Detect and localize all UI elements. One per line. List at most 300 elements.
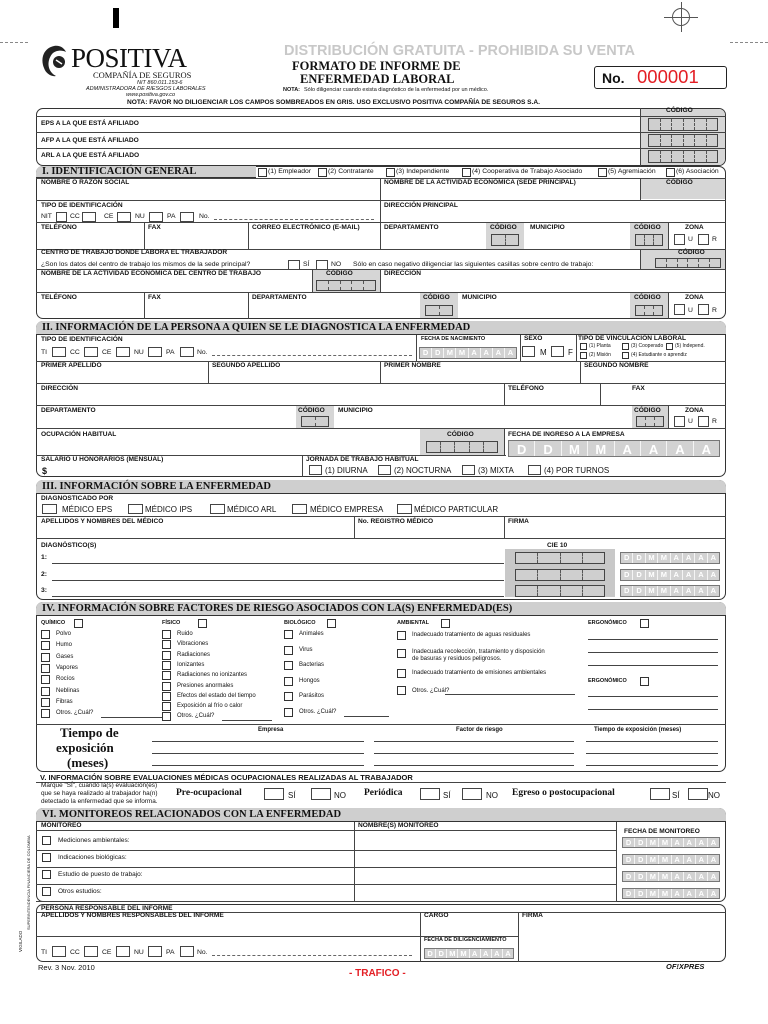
id-nu-checkbox[interactable] [149,212,163,222]
ergonomic-checkbox-2[interactable] [640,677,649,686]
monitor-date-char: A [707,855,719,864]
s2-dept-code-field[interactable] [301,416,329,427]
s1-line-f [36,292,726,293]
diag-row-1-date[interactable] [620,552,720,564]
physical-item-4-checkbox[interactable] [162,671,171,680]
affil-line-2 [36,132,726,133]
occupation-code-field[interactable] [426,441,498,453]
monitor-item-3-checkbox[interactable] [42,887,51,896]
biological-item-3-label: Hongos [299,677,320,684]
monitor-item-0-checkbox[interactable] [42,836,51,845]
monitor-item-2-date[interactable] [622,871,720,882]
environmental-checkbox[interactable] [441,619,450,628]
diag-row-1-cie[interactable] [515,552,605,564]
hire-date-d1: D [516,442,527,457]
s2-zone-rural-checkbox[interactable] [698,416,709,427]
section-1-panel [36,166,726,319]
link-mision-label: (2) Misión [589,352,611,358]
env-other-label: Otros. ¿Cuál? [412,688,450,694]
biological-item-1-checkbox[interactable] [284,646,293,655]
physical-item-1-label: Vibraciones [177,641,209,648]
shift-mixed-checkbox[interactable] [462,465,475,475]
zone-rural-checkbox[interactable] [698,234,709,245]
link-cooperado-label: (3) Cooperado [631,343,664,349]
resp-pa-checkbox[interactable] [180,946,194,957]
chemical-checkbox[interactable] [74,619,83,628]
chemical-item-7-checkbox[interactable] [41,709,50,718]
department-label: DEPARTAMENTO [384,224,439,231]
doctor-company-checkbox[interactable] [292,504,307,514]
section-5-title: V. INFORMACIÓN SOBRE EVALUACIONES MÉDICAS OCUPACIONALES REALIZADAS AL TRABAJADOR [40,773,413,782]
ergo-line-4 [588,696,718,697]
monitor-date-char: A [695,838,707,847]
exp-line-3b [374,765,574,766]
d3-m1: M [645,586,657,596]
link-planta-checkbox[interactable] [580,343,587,350]
chemical-item-2-label: Gases [56,653,74,660]
s4-line-a [36,724,726,725]
fd-m1: M [446,949,457,958]
env-water-checkbox[interactable] [397,631,406,640]
phone-label: TELÉFONO [41,224,77,231]
center-activity-label: NOMBRE DE LA ACTIVIDAD ECONÓMICA DEL CENTRO DE TRABAJO [41,270,262,277]
s2-zone-urban-label: U [688,418,693,425]
type-independent-checkbox[interactable] [386,168,395,177]
resp-ti-checkbox[interactable] [52,946,66,957]
diagnosed-by-label: DIAGNOSTICADO POR [41,495,114,502]
type-contractor-label: (2) Contratante [328,168,374,175]
env-emissions-checkbox[interactable] [397,669,406,678]
diag-row-3-line [52,596,504,597]
sex-label: SEXO [524,335,543,342]
monitor-date-char: D [634,889,646,898]
s2-muni-label: MUNICIPIO [338,407,373,414]
monitor-date-char: A [683,855,695,864]
s1-v7 [380,269,381,292]
pre-no-checkbox[interactable] [311,788,331,800]
doctor-private-checkbox[interactable] [397,504,412,514]
doctor-eps-checkbox[interactable] [42,504,57,514]
type-cooperative-label: (4) Cooperativa de Trabajo Asociado [472,168,583,175]
same-center-question: ¿Son los datos del centro de trabajo los mismos de la sede principal? [41,261,251,268]
hire-date-m2: M [587,441,613,456]
doctor-private-label: MÉDICO PARTICULAR [414,505,499,514]
municipality-label: MUNICIPIO [530,224,565,231]
s5-instructions-1: Marque "SÍ", cuando la(s) evaluación(es) [41,782,158,789]
s2-dept-label: DEPARTAMENTO [41,407,96,414]
monitor-item-0-line [36,850,616,851]
d1-m2: M [657,553,669,563]
small-note: Sólo diligenciar cuando exista diagnóstico de la enfermedad por un médico. [304,87,489,93]
resp-nu-checkbox[interactable] [148,946,162,957]
exp-line-1c [586,741,718,742]
monitor-item-1-checkbox[interactable] [42,853,51,862]
diag-row-3-date[interactable] [620,585,720,597]
center-fax-label: FAX [148,294,161,301]
type-agremiacion-checkbox[interactable] [598,168,607,177]
sex-f-checkbox[interactable] [551,346,564,357]
d2-d2: D [632,570,644,580]
monitor-item-1-date[interactable] [622,854,720,865]
physical-item-2-label: Radiaciones [177,651,211,658]
s2-zone-urban-checkbox[interactable] [674,416,685,427]
s2-ce-checkbox[interactable] [116,347,130,357]
resp-id-number-field[interactable] [212,955,412,956]
type-agremiacion-label: (5) Agremiación [608,168,656,175]
shift-day-label: (1) DIURNA [325,466,368,475]
zone-label: ZONA [685,224,704,231]
doctor-eps-label: MÉDICO EPS [62,505,113,514]
chemical-item-5-checkbox[interactable] [41,687,50,696]
shift-night-checkbox[interactable] [378,465,391,475]
d3-a1: A [670,586,682,596]
shift-mixed-label: (3) MIXTA [478,466,514,475]
biological-item-5-checkbox[interactable] [284,708,293,717]
c-dept-code-field[interactable] [425,305,453,316]
crop-line-right [730,42,768,43]
link-student-label: (4) Estudiante o aprendiz [631,352,687,358]
ergo-line-1 [588,639,718,640]
chemical-item-1-checkbox[interactable] [41,641,50,650]
id-number-field[interactable] [214,219,374,220]
chemical-item-1-label: Humo [56,642,73,649]
type-asociacion-checkbox[interactable] [666,168,675,177]
s2-line-d [36,428,726,429]
doctor-name-label: APELLIDOS Y NOMBRES DEL MÉDICO [41,518,164,525]
id-type-label: TIPO DE IDENTIFICACIÓN [41,202,123,209]
diag-row-2-line [52,580,504,581]
resp-cc-checkbox[interactable] [84,946,98,957]
c-zone-rural-label: R [712,307,717,314]
fill-date-label: FECHA DE DILIGENCIAMIENTO [424,937,507,943]
s1-line-b [36,200,726,201]
physical-item-0-checkbox[interactable] [162,630,171,639]
ergonomic-label-2: ERGONÓMICO [588,678,627,684]
monitor-date-char: A [707,838,719,847]
birth-date-d2: D [431,348,443,358]
physical-item-6-checkbox[interactable] [162,692,171,701]
s2-muni-code-label: CÓDIGO [634,407,661,414]
s2-id-number-field[interactable] [212,355,412,356]
doctor-ips-checkbox[interactable] [128,504,143,514]
exp-line-1b [374,741,574,742]
d2-m1: M [645,570,657,580]
monitor-date-char: M [646,838,658,847]
doctor-company-label: MÉDICO EMPRESA [310,505,384,514]
exp-line-3a [152,765,364,766]
d3-d2: D [632,586,644,596]
type-cooperative-checkbox[interactable] [462,168,471,177]
s1-v2 [248,222,249,249]
env-waste-checkbox[interactable] [397,649,406,658]
d1-d2: D [632,553,644,563]
link-student-checkbox[interactable] [622,352,629,359]
monitor-date-char: M [646,855,658,864]
resp-ti-label: TI [41,949,48,956]
biological-other-line [344,716,389,717]
type-employer-checkbox[interactable] [258,168,267,177]
s2-pa-checkbox[interactable] [180,347,194,357]
type-asociacion-label: (6) Asociación [676,168,719,175]
doctor-arl-label: MÉDICO ARL [227,505,277,514]
biological-item-2-label: Bacterias [299,662,325,668]
monitor-date-char: D [625,889,632,898]
fd-a2: A [480,949,491,958]
monitor-item-0-date[interactable] [622,837,720,848]
physical-item-8-checkbox[interactable] [162,712,171,721]
egress-yes-label: SÍ [672,791,680,800]
physical-label: FÍSICO [162,620,181,626]
monitor-date-char: A [683,838,695,847]
d2-a3: A [694,570,706,580]
s2-muni-code-field[interactable] [636,416,664,427]
birth-date-field[interactable] [419,347,517,359]
id-ce-checkbox[interactable] [117,212,131,222]
egress-no-label: NO [708,791,720,800]
s2-pa-label: PA [166,349,175,356]
resp-v1 [420,912,421,962]
egress-yes-checkbox[interactable] [650,788,670,800]
center-muni-label: MUNICIPIO [462,294,497,301]
biological-item-0-checkbox[interactable] [284,630,293,639]
hire-date-d2: D [534,441,560,456]
egress-no-checkbox[interactable] [688,788,708,800]
free-distribution-banner: DISTRIBUCIÓN GRATUITA - PROHIBIDA SU VENTA [284,43,635,59]
positiva-logo-icon [38,44,70,78]
physical-item-8-label: Otros. ¿Cuál? [177,713,215,720]
env-emissions-label: Inadecuado tratamiento de emisiones ambientales [412,670,547,676]
fd-d1: D [427,949,433,958]
c-zone-rural-checkbox[interactable] [698,304,709,315]
s2-line-c [36,405,726,406]
zone-urban-checkbox[interactable] [674,234,685,245]
salary-label: SALARIO U HONORARIOS (MENSUAL) [41,456,164,463]
id-nit-checkbox[interactable] [56,212,67,222]
s1-vline-a [380,178,381,200]
monitor-item-2-line [36,884,616,885]
diag-row-2-cie[interactable] [515,569,605,581]
muni-code-field[interactable] [635,234,663,246]
form-number-label: No. [602,70,625,86]
pre-no-label: NO [334,791,346,800]
monitor-date-char: D [634,855,646,864]
d2-a4: A [707,570,719,580]
id-pa-checkbox[interactable] [180,212,194,222]
center-act-code-field[interactable] [316,280,376,291]
brand-admin: ADMINISTRADORA DE RIESGOS LABORALES [86,86,206,92]
sex-m-label: M [540,348,547,357]
activity-code-label: CÓDIGO [666,179,693,186]
biological-item-3-checkbox[interactable] [284,677,293,686]
pre-yes-checkbox[interactable] [264,788,284,800]
monitoring-label: MONITOREO [41,822,82,829]
c-dept-code-label: CÓDIGO [423,294,450,301]
exp-line-3c [586,765,718,766]
egress-label: Egreso o postocupacional [512,788,615,798]
eps-code-field[interactable] [648,118,718,131]
link-mision-checkbox[interactable] [580,352,587,359]
id-nit-label: NIT [41,213,52,220]
form-title-1: FORMATO DE INFORME DE [292,59,461,73]
physical-checkbox[interactable] [198,619,207,628]
s2-cc-checkbox[interactable] [84,347,98,357]
exp-line-2b [374,753,574,754]
s2-v4 [208,361,209,383]
monitor-item-3-date[interactable] [622,888,720,899]
biological-item-5-label: Otros. ¿Cuál? [299,708,337,715]
s2-nu-checkbox[interactable] [148,347,162,357]
s1-v8 [144,292,145,319]
physical-item-7-checkbox[interactable] [162,702,171,711]
s2-ti-checkbox[interactable] [52,347,66,357]
vigilado-seal: VIGILADO [18,930,23,952]
d3-m2: M [657,586,669,596]
doctor-arl-checkbox[interactable] [210,504,225,514]
s2-v9 [668,405,669,428]
resp-number-label: No. [197,949,208,956]
monitor-date-char: D [625,872,632,881]
section-3-panel [36,480,726,600]
afp-code-field[interactable] [648,134,718,147]
fd-a3: A [491,949,502,958]
fd-a4: A [502,949,513,958]
s2-line-b [36,383,726,384]
biological-item-0-label: Animales [299,631,324,637]
occupation-code-label: CÓDIGO [447,431,474,438]
center-dept-label: DEPARTAMENTO [252,294,307,301]
monitoring-date-label: FECHA DE MONITOREO [624,828,700,835]
c-muni-code-field[interactable] [635,305,663,316]
chemical-item-4-checkbox[interactable] [41,675,50,684]
responsible-position-label: CARGO [424,912,449,919]
copy-label: - TRAFICO - [349,968,406,979]
biological-item-4-checkbox[interactable] [284,692,293,701]
monitor-item-2-checkbox[interactable] [42,870,51,879]
s2-fax-label: FAX [632,385,645,392]
physical-item-5-checkbox[interactable] [162,682,171,691]
s2-v5 [380,361,381,383]
monitor-date-char: A [671,872,683,881]
zone-urban-label: U [688,236,693,243]
link-independ-checkbox[interactable] [666,343,673,350]
s2-zone-label: ZONA [685,407,704,414]
monitor-date-char: M [658,872,670,881]
s2-v6 [580,361,581,383]
link-cooperado-checkbox[interactable] [622,343,629,350]
physical-item-3-label: Ionizantes [177,661,205,668]
env-other-checkbox[interactable] [397,686,406,695]
biological-item-4-label: Parásitos [299,693,325,699]
exposure-time-title-3: (meses) [67,755,109,770]
s3-line-b [36,538,726,539]
shift-turns-checkbox[interactable] [528,465,541,475]
eps-label: EPS A LA QUE ESTÁ AFILIADO [41,120,139,127]
chemical-item-0-label: Polvo [56,631,72,637]
physical-item-2-checkbox[interactable] [162,651,171,660]
d2-d1: D [623,570,630,579]
s1-v9 [248,292,249,319]
chemical-item-0-checkbox[interactable] [41,630,50,639]
birth-date-a1: A [468,348,480,358]
ergonomic-checkbox[interactable] [640,619,649,628]
fd-m2: M [457,949,468,958]
center-code-field[interactable] [655,258,721,268]
shift-turns-label: (4) POR TURNOS [544,466,610,475]
link-type-label: TIPO DE VINCULACIÓN LABORAL [578,335,687,342]
biological-checkbox[interactable] [327,619,336,628]
physical-item-3-checkbox[interactable] [162,661,171,670]
id-cc-checkbox[interactable] [82,212,96,222]
monitor-date-char: M [658,838,670,847]
physical-item-7-label: Exposición al frío o calor [177,703,243,710]
brand-web: www.positiva.gov.co [126,92,176,98]
diag-row-2-date[interactable] [620,569,720,581]
revision-label: Rev. 3 Nov. 2010 [38,963,95,972]
periodic-yes-checkbox[interactable] [420,788,440,800]
resp-ce-checkbox[interactable] [116,946,130,957]
d3-a2: A [682,586,694,596]
zone-rural-label: R [712,236,717,243]
affil-line-3 [36,148,726,149]
hire-date-field[interactable] [508,440,720,457]
afp-label: AFP A LA QUE ESTÁ AFILIADO [41,137,139,144]
fill-date-field[interactable] [424,948,514,959]
monitor-item-2-label: Estudio de puesto de trabajo: [58,871,143,878]
c-zone-urban-label: U [688,307,693,314]
chemical-item-3-label: Vapores [56,664,78,671]
hire-date-a2: A [640,441,666,456]
chemical-item-3-checkbox[interactable] [41,664,50,673]
monitor-date-char: A [695,872,707,881]
periodic-no-checkbox[interactable] [462,788,482,800]
d2-a1: A [670,570,682,580]
diagnosis-label: DIAGNÓSTICO(S) [41,542,97,549]
s2-phone-label: TELÉFONO [508,385,544,392]
dept-code-label: CÓDIGO [490,224,517,231]
id-number-label: No. [199,213,210,220]
type-contractor-checkbox[interactable] [318,168,327,177]
s6-v2 [616,822,617,902]
section-3-title: III. INFORMACIÓN SOBRE LA ENFERMEDAD [42,481,271,492]
s2-v10 [504,428,505,455]
arl-code-field[interactable] [648,150,718,163]
c-muni-code-label: CÓDIGO [634,294,661,301]
biological-item-2-checkbox[interactable] [284,661,293,670]
form-title-2: ENFERMEDAD LABORAL [300,72,455,86]
chemical-item-6-checkbox[interactable] [41,698,50,707]
diag-row-3-cie[interactable] [515,585,605,597]
brand-nit: NIT 860.011.153-6 [137,80,183,86]
physical-item-1-checkbox[interactable] [162,640,171,649]
chemical-item-2-checkbox[interactable] [41,653,50,662]
birth-date-m2: M [455,348,467,358]
diag-row-1-line [52,563,504,564]
sex-m-checkbox[interactable] [522,346,535,357]
s5-instructions-2: que se haya realizado al trabajador ha(n) [41,790,158,797]
top-marker [113,8,119,28]
d1-m1: M [645,553,657,563]
section-4-title: IV. INFORMACIÓN SOBRE FACTORES DE RIESGO ASOCIADOS CON LA(S) ENFERMEDAD(ES) [42,603,513,614]
printer-label: OF!XPRES [666,962,705,971]
birth-date-m1: M [443,348,455,358]
doctor-registry-label: No. REGISTRO MÉDICO [358,518,434,525]
c-zone-urban-checkbox[interactable] [674,304,685,315]
shift-day-checkbox[interactable] [309,465,322,475]
fd-d2: D [435,949,446,958]
first-surname-label: PRIMER APELLIDO [41,362,102,369]
dept-code-field[interactable] [491,234,519,246]
s2-v8 [600,383,601,405]
